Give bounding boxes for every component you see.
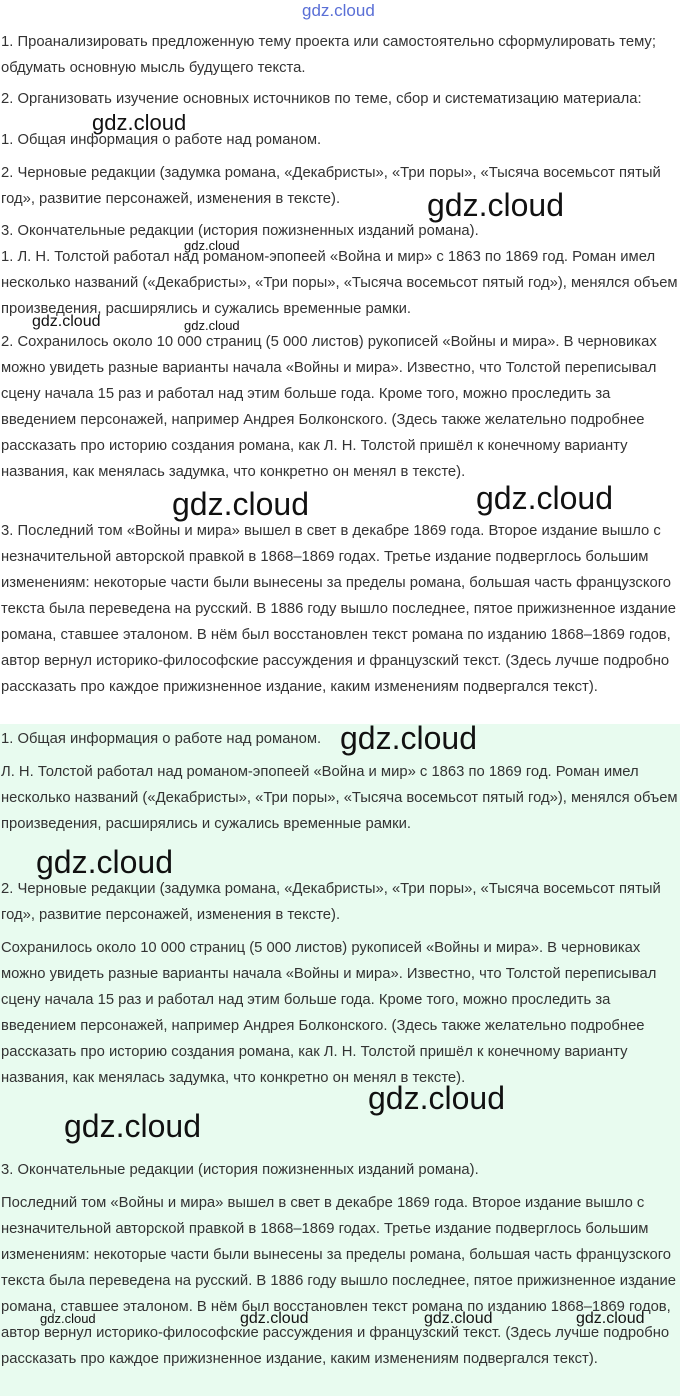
paragraph-body-1: 1. Л. Н. Толстой работал над романом-эпопеей «Война и мир» с 1863 по 1869 год. Роман имел несколько названий («Декабристы», «Три поры», «Тысяча восемьсот пятый год»), менялся объем произведения, расширялись и сужались временные рамки.: [1, 249, 678, 317]
answer-heading-1: 1. Общая информация о работе над романом.: [1, 731, 322, 747]
site-watermark: gdz.cloud: [184, 318, 240, 333]
answer-paragraph-3: Последний том «Войны и мира» вышел в свет в декабре 1869 года. Второе издание вышло с незначительной авторской правкой в 1868–1869 годах. Третье издание подверглось большим изменениям: некоторые части были вынесены за пределы романа, большая часть французского текста была переведена на русский. В 1886 году вышло последнее, пятое прижизненное издание романа, ставшее эталоном. В нём был восстановлен текст романа по изданию 1868–1869 годов, автор вернул историко-философские рассуждения и французский текст. (Здесь лучше подробно рассказать про каждое прижизненное издание, каким изменениям подвергался текст).: [1, 1195, 676, 1367]
site-watermark: gdz.cloud: [64, 1108, 201, 1144]
site-watermark: gdz.cloud: [424, 1310, 493, 1327]
site-watermark: gdz.cloud: [92, 110, 187, 135]
paragraph-plan-2: 2. Черновые редакции (задумка романа, «Декабристы», «Три поры», «Тысяча восемьсот пятый год», развитие персонажей, изменения в тексте).: [1, 165, 661, 207]
site-watermark: gdz.cloud: [40, 1311, 96, 1326]
site-watermark: gdz.cloud: [427, 187, 564, 223]
answer-heading-2: 2. Черновые редакции (задумка романа, «Декабристы», «Три поры», «Тысяча восемьсот пятый год», развитие персонажей, изменения в тексте).: [1, 881, 661, 923]
site-watermark: gdz.cloud: [340, 720, 477, 756]
paragraph-plan-3: 3. Окончательные редакции (история пожизненных изданий романа).: [1, 223, 479, 239]
answer-paragraph-1: Л. Н. Толстой работал над романом-эпопеей «Война и мир» с 1863 по 1869 год. Роман имел несколько названий («Декабристы», «Три поры», «Тысяча восемьсот пятый год»), менялся объем произведения, расширялись и сужались временные рамки.: [1, 764, 678, 832]
site-watermark: gdz.cloud: [476, 480, 613, 516]
site-watermark: gdz.cloud: [576, 1310, 645, 1327]
paragraph-body-3: 3. Последний том «Войны и мира» вышел в свет в декабре 1869 года. Второе издание вышло с незначительной авторской правкой в 1868–1869 годах. Третье издание подверглось большим изменениям: некоторые части были вынесены за пределы романа, большая часть французского текста была переведена на русский. В 1886 году вышло последнее, пятое прижизненное издание романа, ставшее эталоном. В нём был восстановлен текст романа по изданию 1868–1869 годов, автор вернул историко-философские рассуждения и французский текст. (Здесь лучше подробно рассказать про каждое прижизненное издание, каким изменениям подвергался текст).: [1, 523, 676, 695]
site-watermark: gdz.cloud: [368, 1080, 505, 1116]
paragraph-task-1: 1. Проанализировать предложенную тему проекта или самостоятельно сформулировать тему; обдумать основную мысль будущего текста.: [1, 34, 656, 76]
paragraph-body-2: 2. Сохранилось около 10 000 страниц (5 000 листов) рукописей «Войны и мира». В черновиках можно увидеть разные варианты начала «Войны и мира». Известно, что Толстой переписывал сцену начала 15 раз и работал над этим больше года. Кроме того, можно проследить за введением персонажей, например Андрея Болконского. (Здесь также желательно подробнее рассказать про историю создания романа, как Л. Н. Толстой пришёл к конечному варианту названия, как менялась задумка, что конкретно он менял в тексте).: [1, 334, 657, 480]
answer-heading-3: 3. Окончательные редакции (история пожизненных изданий романа).: [1, 1162, 479, 1178]
site-watermark: gdz.cloud: [240, 1310, 309, 1327]
site-watermark-top: gdz.cloud: [302, 1, 375, 20]
site-watermark: gdz.cloud: [184, 238, 240, 253]
site-watermark: gdz.cloud: [36, 844, 173, 880]
site-watermark: gdz.cloud: [32, 313, 101, 330]
paragraph-task-2: 2. Организовать изучение основных источников по теме, сбор и систематизацию материала:: [1, 91, 642, 107]
site-watermark: gdz.cloud: [172, 486, 309, 522]
paragraph-plan-1: 1. Общая информация о работе над романом.: [1, 132, 322, 148]
answer-paragraph-2: Сохранилось около 10 000 страниц (5 000 листов) рукописей «Войны и мира». В черновиках можно увидеть разные варианты начала «Войны и мира». Известно, что Толстой переписывал сцену начала 15 раз и работал над этим больше года. Кроме того, можно проследить за введением персонажей, например Андрея Болконского. (Здесь также желательно подробнее рассказать про историю создания романа, как Л. Н. Толстой пришёл к конечному варианту названия, как менялась задумка, что конкретно он менял в тексте).: [1, 940, 657, 1086]
